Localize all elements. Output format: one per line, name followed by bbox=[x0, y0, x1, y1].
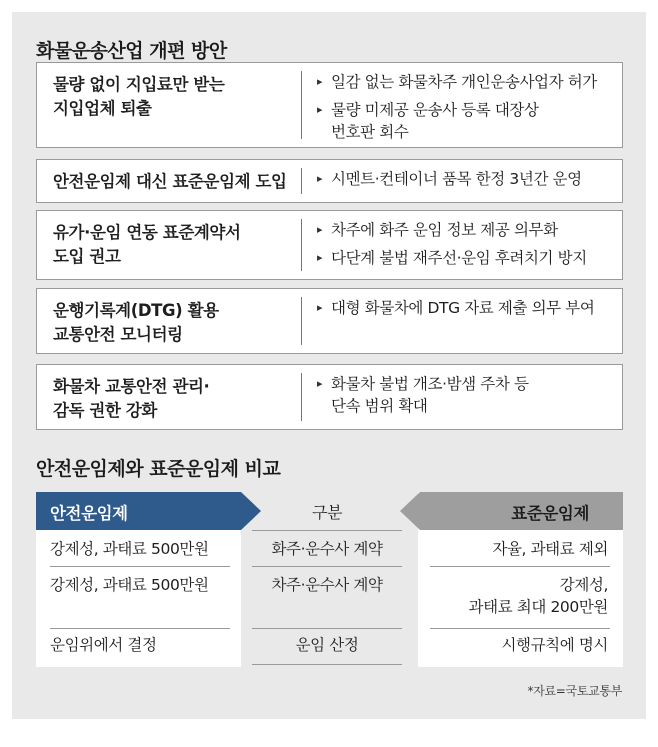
row-divider bbox=[252, 530, 402, 531]
triangle-bullet-icon: ▸ bbox=[317, 377, 323, 390]
standard-freight-cell: 강제성, 과태료 최대 200만원 bbox=[468, 576, 608, 616]
reform-row-2 bbox=[36, 159, 623, 203]
category-cell: 차주·운수사 계약 bbox=[271, 576, 383, 594]
row-divider bbox=[252, 628, 402, 629]
detail-bullet: ▸ 다단계 불법 재주선·운임 후려치기 방지 bbox=[317, 249, 587, 267]
detail-bullet: ▸ 시멘트·컨테이너 품목 한정 3년간 운영 bbox=[317, 170, 582, 188]
safe-freight-cell: 강제성, 과태료 500만원 bbox=[50, 540, 209, 558]
row-divider bbox=[50, 628, 230, 629]
triangle-bullet-icon: ▸ bbox=[317, 251, 323, 264]
row-divider bbox=[50, 566, 230, 567]
row-divider bbox=[430, 566, 610, 567]
reform-row-3 bbox=[36, 210, 623, 280]
detail-bullet: ▸ 물량 미제공 운송사 등록 대장상 번호판 회수 bbox=[317, 101, 539, 141]
reform-item-label: 안전운임제 대신 표준운임제 도입 bbox=[53, 172, 287, 191]
row-divider bbox=[252, 566, 402, 567]
divider bbox=[301, 71, 302, 139]
reform-row-1 bbox=[36, 62, 623, 148]
triangle-bullet-icon: ▸ bbox=[317, 301, 323, 314]
section-title-reform-plan: 화물운송산업 개편 방안 bbox=[36, 40, 227, 62]
safe-freight-cell: 강제성, 과태료 500만원 bbox=[50, 576, 209, 594]
standard-freight-header bbox=[400, 492, 623, 530]
reform-item-label: 운행기록계(DTG) 활용 교통안전 모니터링 bbox=[53, 301, 219, 344]
triangle-bullet-icon: ▸ bbox=[317, 172, 323, 185]
reform-item-label: 유가·운임 연동 표준계약서 도입 권고 bbox=[53, 223, 241, 266]
divider bbox=[301, 168, 302, 194]
section-title-comparison: 안전운임제와 표준운임제 비교 bbox=[36, 458, 281, 480]
source-note: *자료=국토교통부 bbox=[527, 684, 622, 698]
divider bbox=[301, 297, 302, 345]
row-divider bbox=[430, 628, 610, 629]
detail-bullet: ▸ 차주에 화주 운임 정보 제공 의무화 bbox=[317, 221, 558, 239]
safe-freight-cell: 운임위에서 결정 bbox=[50, 636, 157, 654]
reform-item-label: 화물차 교통안전 관리· 감독 권한 강화 bbox=[53, 377, 210, 420]
detail-bullet: ▸ 대형 화물차에 DTG 자료 제출 의무 부여 bbox=[317, 299, 595, 317]
divider bbox=[301, 219, 302, 271]
detail-bullet: ▸ 일감 없는 화물차주 개인운송사업자 허가 bbox=[317, 73, 597, 91]
triangle-bullet-icon: ▸ bbox=[317, 103, 323, 116]
reform-item-label: 물량 없이 지입료만 받는 지입업체 퇴출 bbox=[53, 75, 225, 118]
triangle-bullet-icon: ▸ bbox=[317, 75, 323, 88]
detail-bullet: ▸ 화물차 불법 개조·밤샘 주차 등 단속 범위 확대 bbox=[317, 375, 529, 415]
standard-freight-cell: 시행규칙에 명시 bbox=[501, 636, 608, 654]
safe-freight-header bbox=[36, 492, 261, 530]
standard-freight-header-label: 표준운임제 bbox=[511, 504, 589, 523]
safe-freight-header-label: 안전운임제 bbox=[50, 504, 128, 523]
category-cell: 운임 산정 bbox=[295, 636, 359, 654]
standard-freight-cell: 자율, 과태료 제외 bbox=[492, 540, 608, 558]
triangle-bullet-icon: ▸ bbox=[317, 223, 323, 236]
divider bbox=[301, 373, 302, 421]
category-cell: 화주·운수사 계약 bbox=[271, 540, 383, 558]
category-header-label: 구분 bbox=[311, 503, 343, 522]
row-divider bbox=[252, 664, 402, 665]
reform-row-5 bbox=[36, 364, 623, 430]
reform-row-4 bbox=[36, 288, 623, 354]
